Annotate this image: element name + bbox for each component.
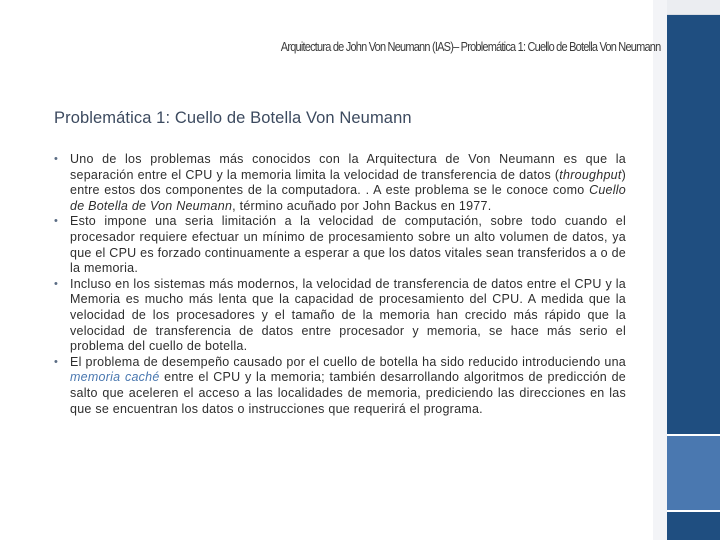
- sidebar-accent-band: [667, 436, 720, 510]
- decorative-sidebar: [667, 0, 720, 540]
- bullet-text: Esto impone una seria limitación a la velocidad de computación, sobre todo cuando el procesador requiere efectuar un mínimo de procesamiento sobre un alto volumen de datos, ya que el CPU es forzado continuamente a esperar a que los datos vitales sean transferidos a o de la memoria.: [70, 214, 626, 276]
- accent-term-memoria-cache: memoria caché: [70, 370, 160, 385]
- bullet-item: [54, 214, 626, 276]
- sidebar-top-band: [667, 0, 720, 15]
- bullet-marker: •: [54, 153, 59, 165]
- bullet-text: entre el CPU y la memoria; también desarrollando algoritmos de predicción de salto que aceleren el acceso a las localidades de memoria, prediciendo las direcciones en las que se encuentran los datos o instrucciones que requerirá el programa.: [70, 370, 626, 416]
- slide-header: [0, 40, 660, 54]
- italic-term-throughput: throughput: [559, 167, 622, 182]
- bullet-item: [54, 355, 626, 417]
- sidebar-light-strip: [653, 0, 667, 540]
- bullet-item: [54, 152, 626, 214]
- bullet-list: [54, 152, 626, 417]
- bullet-marker: •: [54, 277, 59, 290]
- sidebar-dark-band: [667, 15, 720, 434]
- bullet-text: Incluso en los sistemas más modernos, la velocidad de transferencia de datos entre el CPU y la Memoria es mucho más lenta que la capacidad de procesamiento del CPU. A medida que la velocidad de los procesadores y el tamaño de la memoria han crecido más rápido que la velocidad de transferencia de datos entre procesador y memoria, se hace más serio el problema del cuello de botella.: [70, 276, 626, 354]
- slide-title: Problemática 1: Cuello de Botella Von Neumann: [54, 109, 412, 127]
- bullet-text: ) entre estos dos componentes de la computadora. . A este problema se le conoce como: [70, 167, 626, 198]
- italic-term-cuello-botella: Cuello de Botella de Von Neumann: [70, 183, 626, 213]
- bullet-marker: •: [54, 215, 59, 228]
- bullet-marker: •: [54, 355, 59, 368]
- bullet-text: Uno de los problemas más conocidos con la Arquitectura de Von Neumann es que la separación entre el CPU y la memoria limita la velocidad de transferencia de datos (: [70, 152, 626, 182]
- bullet-text: , término acuñado por John Backus en 1977.: [232, 198, 492, 213]
- slide-header-text: Arquitectura de John Von Neumann (IAS)– Problemática 1: Cuello de Botella Von Neumann: [280, 40, 660, 54]
- bullet-text: El problema de desempeño causado por el cuello de botella ha sido reducido introduciendo una: [70, 354, 626, 369]
- bullet-item: [54, 277, 626, 355]
- sidebar-bottom-band: [667, 512, 720, 540]
